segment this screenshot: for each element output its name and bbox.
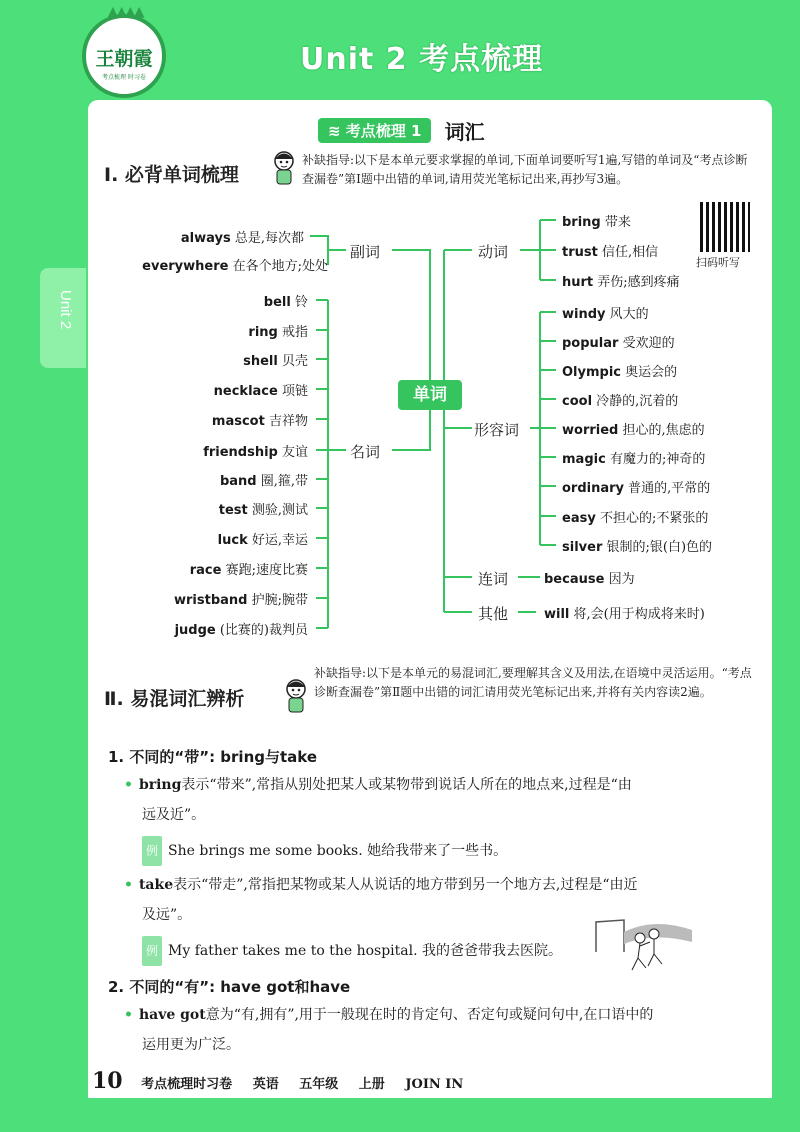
side-tab-label: Unit 2 bbox=[57, 290, 74, 330]
page-number: 10 bbox=[92, 1068, 123, 1094]
word-item: always 总是,每次都 bbox=[180, 231, 304, 246]
footer-edition: JOIN IN bbox=[405, 1077, 464, 1092]
term: have got bbox=[138, 1007, 206, 1023]
word-item: bell 铃 bbox=[263, 295, 308, 310]
word-item: necklace 项链 bbox=[213, 384, 308, 399]
term: bring bbox=[138, 777, 182, 793]
category-adjective: 形容词 bbox=[474, 421, 520, 439]
subheading-bring-take: 1. 不同的“带”: bring与take bbox=[108, 748, 318, 766]
part1-heading: Ⅰ. 必背单词梳理 bbox=[104, 164, 239, 186]
word-item: worried 担心的,焦虑的 bbox=[562, 423, 705, 438]
word-item: ordinary 普通的,平常的 bbox=[562, 481, 711, 496]
word-item: ring 戒指 bbox=[248, 325, 308, 340]
word-item: test 测验,测试 bbox=[218, 503, 308, 518]
point-take: • take表示“带走”,常指把某物或某人从说话的地方带到另一个地方去,过程是“由近 及远”。 例 My father takes me to the hospital. 我的爸爸带我去医院。 bbox=[124, 870, 764, 966]
footer-volume: 上册 bbox=[358, 1077, 385, 1092]
page-footer bbox=[92, 1068, 479, 1094]
part2-heading: Ⅱ. 易混词汇辨析 bbox=[104, 688, 245, 710]
category-verb: 动词 bbox=[478, 243, 509, 261]
word-item: trust 信任,相信 bbox=[562, 245, 659, 260]
category-adverb: 副词 bbox=[350, 243, 381, 261]
word-item: silver 银制的;银(白)色的 bbox=[562, 540, 713, 555]
category-conjunction: 连词 bbox=[478, 570, 509, 588]
example-badge: 例 bbox=[142, 836, 162, 866]
point-have-got: • have got意为“有,拥有”,用于一般现在时的肯定句、否定句或疑问句中,在口语中的 运用更为广泛。 bbox=[124, 1007, 654, 1053]
footer-grade: 五年级 bbox=[299, 1077, 339, 1092]
part2-note: 补缺指导:以下是本单元的易混词汇,要理解其含义及用法,在语境中灵活运用。“考点诊断查漏卷”第Ⅱ题中出错的词汇请用荧光笔标记出来,并将有关内容读2遍。 bbox=[314, 666, 752, 699]
footer-subject: 英语 bbox=[252, 1077, 279, 1092]
footer-book: 考点梳理时习卷 bbox=[141, 1077, 233, 1092]
cartoon-boy-icon bbox=[282, 678, 310, 714]
example-badge: 例 bbox=[142, 936, 162, 966]
word-item: will 将,会(用于构成将来时) bbox=[544, 607, 705, 622]
logo-tag: 考点梳理 时习卷 bbox=[102, 74, 146, 81]
category-other: 其他 bbox=[478, 605, 509, 623]
word-item: wristband 护腕;腕带 bbox=[174, 593, 308, 608]
word-item: cool 冷静的,沉着的 bbox=[562, 394, 679, 409]
subheading-have-got: 2. 不同的“有”: have got和have bbox=[108, 978, 351, 996]
mindmap-center: 单词 bbox=[398, 380, 462, 410]
section-badge-text: 考点梳理 1 bbox=[345, 122, 422, 140]
section-title: 词汇 bbox=[444, 120, 485, 144]
part1-note: 补缺指导:以下是本单元要求掌握的单词,下面单词要听写1遍,写错的单词及“考点诊断查漏卷”第Ⅰ题中出错的单词,请用荧光笔标记出来,再抄写3遍。 bbox=[302, 153, 748, 186]
word-item: friendship 友谊 bbox=[203, 445, 308, 460]
qr-label: 扫码听写 bbox=[696, 256, 740, 269]
qr-code-icon[interactable] bbox=[700, 202, 750, 252]
word-item: luck 好运,幸运 bbox=[217, 533, 308, 548]
term: take bbox=[138, 877, 174, 893]
word-item: windy 风大的 bbox=[562, 307, 649, 322]
bullet-icon: • bbox=[124, 777, 133, 793]
category-noun: 名词 bbox=[350, 443, 381, 461]
word-item: easy 不担心的;不紧张的 bbox=[562, 511, 709, 526]
word-item: race 赛跑;速度比赛 bbox=[189, 563, 308, 578]
unit-title: Unit 2 考点梳理 bbox=[300, 42, 544, 77]
word-item: Olympic 奥运会的 bbox=[562, 365, 678, 380]
word-item: judge (比赛的)裁判员 bbox=[174, 623, 308, 638]
word-item: everywhere 在各个地方;处处 bbox=[142, 259, 328, 274]
example-sentence: She brings me some books. 她给我带来了一些书。 bbox=[168, 843, 508, 859]
word-item: hurt 弄伤;感到疼痛 bbox=[562, 275, 680, 290]
wave-icon: ≋ bbox=[328, 122, 346, 140]
bullet-icon: • bbox=[124, 877, 133, 893]
bullet-icon: • bbox=[124, 1007, 133, 1023]
word-item: magic 有魔力的;神奇的 bbox=[562, 452, 706, 467]
point-bring: • bring表示“带来”,常指从别处把某人或某物带到说话人所在的地点来,过程是“由 远及近”。 例 She brings me some books. 她给我带来了一些书。 bbox=[124, 770, 764, 866]
word-item: popular 受欢迎的 bbox=[562, 336, 675, 351]
word-item: shell 贝壳 bbox=[243, 354, 308, 369]
word-item: bring 带来 bbox=[562, 215, 631, 230]
example-sentence: My father takes me to the hospital. 我的爸爸带我去医院。 bbox=[168, 943, 562, 959]
logo-name: 王朝霞 bbox=[95, 48, 153, 70]
crown-icon: ▲▲▲▲ bbox=[107, 4, 143, 20]
word-item: mascot 吉祥物 bbox=[211, 414, 308, 429]
word-item: because 因为 bbox=[544, 572, 635, 587]
word-item: band 圈,箍,带 bbox=[219, 474, 308, 489]
illustration-running-kids bbox=[594, 912, 694, 982]
